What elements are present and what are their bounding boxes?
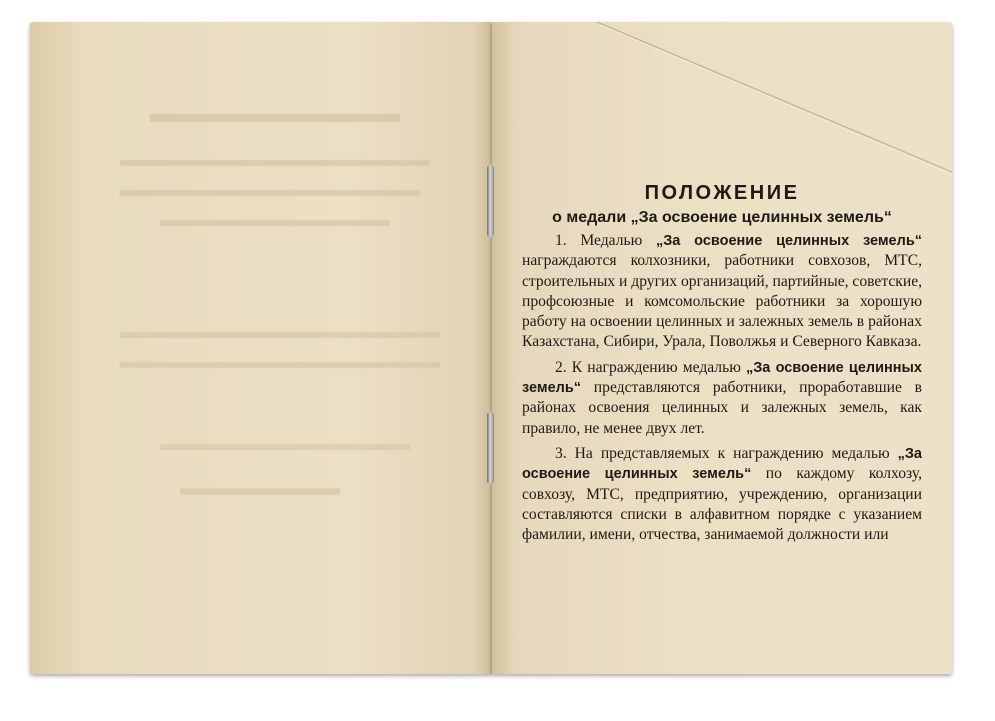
paragraph-2-prefix: 2. К награждению медалью <box>555 358 746 376</box>
paragraph-2 <box>522 358 922 439</box>
paragraph-1-prefix: 1. Медалью <box>555 232 656 249</box>
paragraph-1 <box>522 231 922 353</box>
document-title: ПОЛОЖЕНИЕ <box>644 182 800 204</box>
left-page <box>30 22 492 674</box>
statute-document <box>522 182 922 550</box>
paragraph-3-medal-name: „За освоение целинных земель“ <box>522 445 922 483</box>
paragraph-1-text: награждаются колхозники, работники совхозов, МТС, строительных и других организаций, партийные, советские, профсоюзные и комсомольские работники за хорошую работу на освоении целинных и залежных земель в районах Казахстана, Сибири, Урала, Поволжья и Северного Кавказа. <box>522 252 923 351</box>
staple-top <box>487 165 494 237</box>
right-page <box>492 22 952 674</box>
paragraph-3 <box>522 444 922 545</box>
paragraph-3-text: по каждому колхозу, совхозу, МТС, предприятию, учреждению, организации составляются списки в алфавитном порядке с указанием фамилии, имени, отчества, занимаемой должности или <box>522 465 923 544</box>
open-booklet <box>30 22 952 674</box>
paragraph-3-prefix: 3. На представляемых к награждению медалью <box>555 444 898 462</box>
paragraph-2-text: представляются работники, проработавшие в районах освоения целинных и залежных земель, как правило, не менее двух лет. <box>522 379 922 437</box>
document-subtitle: о медали „За освоение целинных земель“ <box>552 209 892 226</box>
paragraph-1-medal-name: „За освоение целинных земель“ <box>655 233 922 249</box>
staple-bottom <box>487 412 494 484</box>
paragraph-2-medal-name: „За освоение целинных земель“ <box>522 359 922 397</box>
bleed-through-text <box>120 94 440 514</box>
